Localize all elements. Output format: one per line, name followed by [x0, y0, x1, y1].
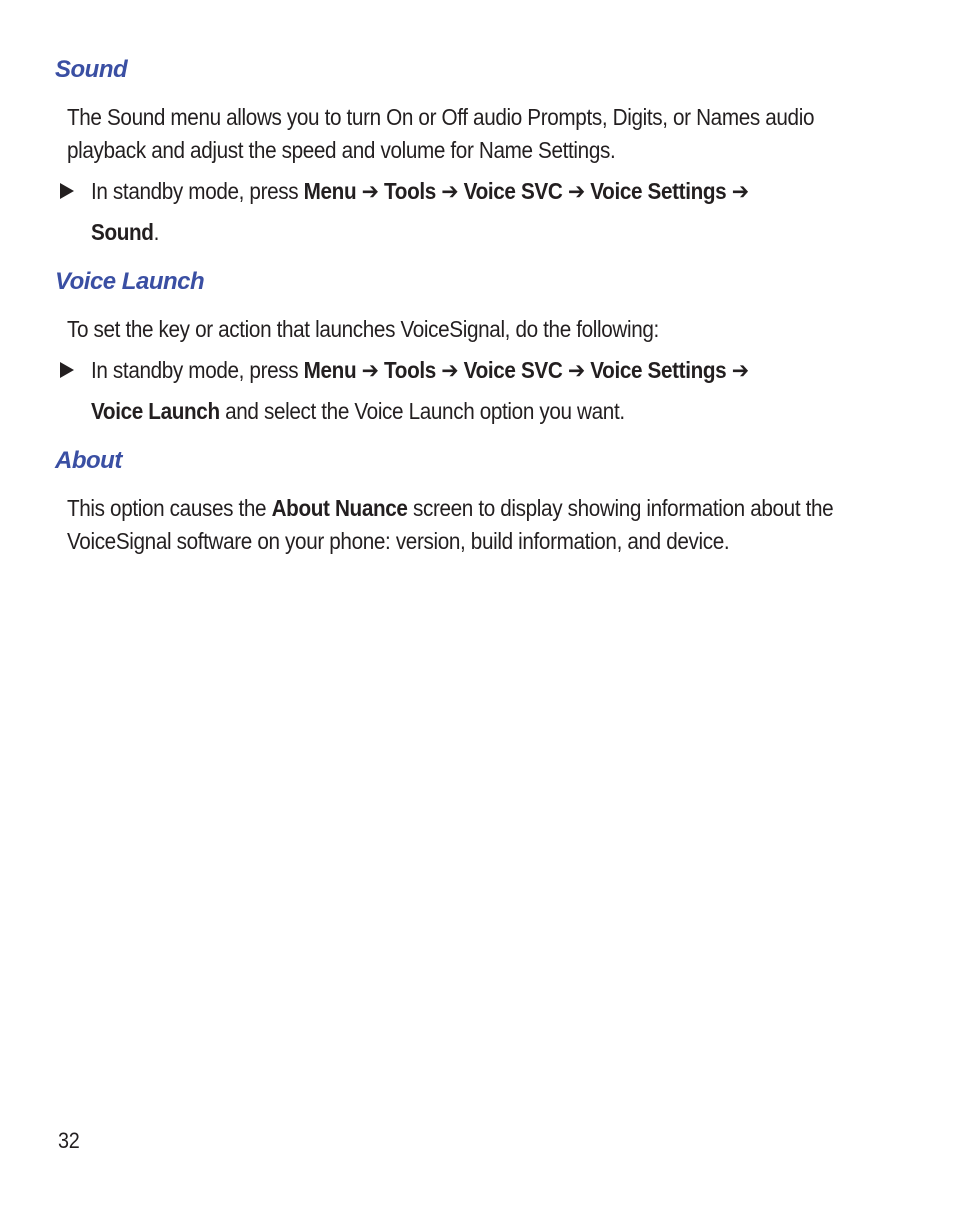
voice-launch-step-text: In standby mode, press Menu ➔ Tools ➔ Voice SVC ➔ Voice Settings ➔ Voice Launch and select the Voice Launch option you want.	[91, 357, 749, 424]
about-description: This option causes the About Nuance screen to display showing information about the VoiceSignal software on your phone: version, build information, and device.	[67, 495, 834, 554]
path-sound: Sound	[91, 219, 154, 245]
section-heading-about: About	[55, 447, 122, 474]
sound-step	[60, 171, 860, 253]
section-heading-voice-launch: Voice Launch	[55, 268, 205, 295]
arrow-icon: ➔	[567, 178, 585, 204]
bullet-triangle-icon	[60, 362, 74, 378]
arrow-icon: ➔	[361, 357, 379, 383]
path-voice-launch: Voice Launch	[91, 398, 220, 424]
path-tools: Tools	[384, 178, 436, 204]
path-menu: Menu	[303, 357, 357, 383]
arrow-icon: ➔	[441, 178, 459, 204]
sound-description: The Sound menu allows you to turn On or Off audio Prompts, Digits, or Names audio playback and adjust the speed and volume for Name Settings.	[67, 104, 815, 163]
sound-step-text: In standby mode, press Menu ➔ Tools ➔ Voice SVC ➔ Voice Settings ➔ Sound.	[91, 178, 749, 245]
path-menu: Menu	[303, 178, 357, 204]
path-voice-settings: Voice Settings	[590, 178, 727, 204]
voice-launch-description: To set the key or action that launches VoiceSignal, do the following:	[67, 316, 659, 342]
section-heading-sound: Sound	[55, 56, 128, 83]
path-voice-settings: Voice Settings	[590, 357, 727, 383]
path-tools: Tools	[384, 357, 436, 383]
path-voice-svc: Voice SVC	[463, 178, 563, 204]
arrow-icon: ➔	[441, 357, 459, 383]
path-voice-svc: Voice SVC	[463, 357, 563, 383]
voice-launch-step	[60, 350, 860, 432]
bullet-triangle-icon	[60, 183, 74, 199]
page-number: 32	[58, 1128, 80, 1153]
arrow-icon: ➔	[361, 178, 379, 204]
about-nuance-term: About Nuance	[271, 495, 408, 521]
arrow-icon: ➔	[731, 357, 749, 383]
arrow-icon: ➔	[567, 357, 585, 383]
arrow-icon: ➔	[731, 178, 749, 204]
